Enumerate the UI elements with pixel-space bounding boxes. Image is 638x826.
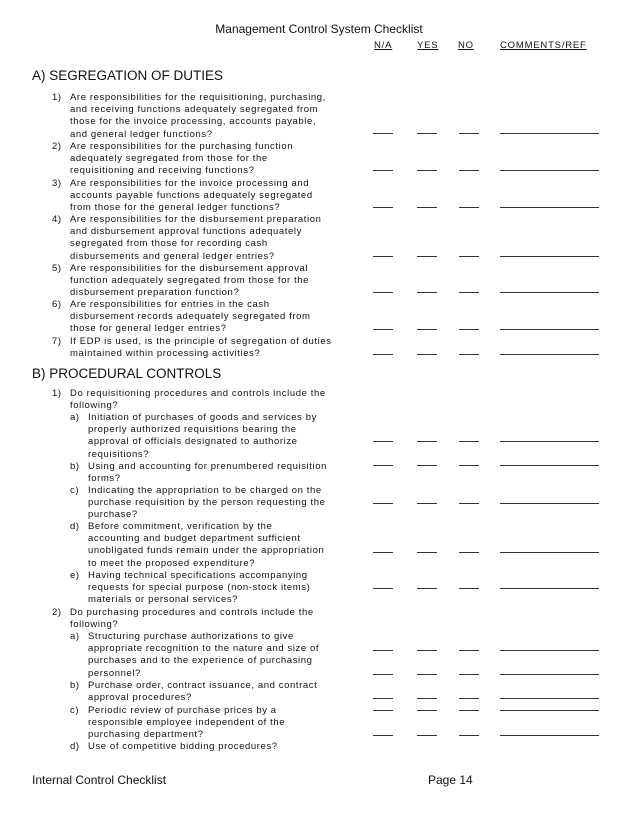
item-line: Do purchasing procedures and controls include the	[70, 607, 314, 618]
item-line: purchase requisition by the person requesting the	[88, 497, 326, 509]
item-line: those for general ledger entries?	[70, 323, 227, 335]
yes-blank[interactable]	[417, 735, 437, 736]
item-line: to meet the proposed expenditure?	[88, 557, 256, 569]
item-text	[70, 141, 293, 178]
no-blank[interactable]	[459, 465, 479, 466]
item-number: 6)	[52, 299, 62, 310]
no-blank[interactable]	[459, 170, 479, 171]
yes-blank[interactable]	[417, 292, 437, 293]
comments-blank[interactable]	[500, 441, 599, 442]
item-line: function adequately segregated from those for the	[70, 275, 310, 287]
item-number: 1)	[52, 92, 62, 103]
answer-blanks-row[interactable]	[0, 735, 638, 737]
no-blank[interactable]	[459, 256, 479, 257]
item-line: disbursement records adequately segregated from	[70, 311, 311, 323]
subitem-text	[88, 741, 278, 753]
item-text	[70, 336, 332, 360]
item-number: 1)	[52, 388, 62, 399]
item-line: forms?	[88, 473, 121, 485]
item-line: from those for the general ledger functions?	[70, 202, 281, 214]
item-line: responsible employee independent of the	[88, 717, 286, 729]
item-number: 2)	[52, 141, 62, 152]
no-blank[interactable]	[459, 133, 479, 134]
answer-blanks-row[interactable]	[0, 698, 638, 700]
item-line: Having technical specifications accompanying	[88, 570, 308, 581]
subitem-text	[88, 412, 317, 461]
yes-blank[interactable]	[417, 441, 437, 442]
page-title: Management Control System Checklist	[215, 22, 423, 36]
item-line: Use of competitive bidding procedures?	[88, 741, 278, 752]
answer-blanks-row[interactable]	[0, 292, 638, 294]
subitem-text	[88, 680, 317, 704]
item-text	[70, 178, 313, 215]
item-line: properly authorized requisitions bearing the	[88, 424, 297, 436]
yes-blank[interactable]	[417, 329, 437, 330]
yes-blank[interactable]	[417, 552, 437, 553]
item-line: adequately segregated from those for the	[70, 153, 268, 165]
subitem-letter: b)	[70, 680, 80, 691]
na-blank[interactable]	[373, 256, 393, 257]
na-blank[interactable]	[373, 735, 393, 736]
na-blank[interactable]	[373, 674, 393, 675]
answer-blanks-row[interactable]	[0, 650, 638, 652]
item-line: approval procedures?	[88, 692, 192, 704]
no-blank[interactable]	[459, 588, 479, 589]
no-blank[interactable]	[459, 329, 479, 330]
item-line: unobligated funds remain under the appropriation	[88, 545, 325, 557]
answer-blanks-row[interactable]	[0, 256, 638, 258]
comments-blank[interactable]	[500, 292, 599, 293]
subitem-letter: e)	[70, 570, 80, 581]
item-line: Are responsibilities for the disbursement approval	[70, 263, 309, 274]
item-number: 2)	[52, 607, 62, 618]
item-number: 7)	[52, 336, 62, 347]
no-blank[interactable]	[459, 552, 479, 553]
comments-blank[interactable]	[500, 710, 599, 711]
item-line: Indicating the appropriation to be charged on the	[88, 485, 322, 496]
item-line: following?	[70, 400, 119, 412]
page-number: Page 14	[428, 773, 473, 787]
item-line: requisitions?	[88, 448, 150, 460]
item-line: accounting and budget department sufficient	[88, 533, 301, 545]
na-blank[interactable]	[373, 710, 393, 711]
na-blank[interactable]	[373, 698, 393, 699]
item-line: personnel?	[88, 667, 142, 679]
item-line: Before commitment, verification by the	[88, 521, 273, 532]
comments-blank[interactable]	[500, 170, 599, 171]
comments-blank[interactable]	[500, 698, 599, 699]
yes-blank[interactable]	[417, 207, 437, 208]
comments-blank[interactable]	[500, 650, 599, 651]
yes-blank[interactable]	[417, 588, 437, 589]
yes-blank[interactable]	[417, 133, 437, 134]
item-line: Are responsibilities for the invoice processing and	[70, 178, 310, 189]
answer-blanks-row[interactable]	[0, 170, 638, 172]
yes-blank[interactable]	[417, 503, 437, 504]
comments-blank[interactable]	[500, 465, 599, 466]
item-line: materials or personal services?	[88, 594, 239, 606]
comments-blank[interactable]	[500, 674, 599, 675]
yes-blank[interactable]	[417, 170, 437, 171]
item-line: approval of officials designated to authorize	[88, 436, 298, 448]
comments-blank[interactable]	[500, 207, 599, 208]
answer-blanks-row[interactable]	[0, 354, 638, 356]
comments-blank[interactable]	[500, 133, 599, 134]
item-line: Do requisitioning procedures and controls include the	[70, 388, 326, 399]
na-blank[interactable]	[373, 329, 393, 330]
yes-blank[interactable]	[417, 465, 437, 466]
item-line: accounts payable functions adequately segregated	[70, 190, 313, 202]
item-line: purchase?	[88, 509, 138, 521]
comments-blank[interactable]	[500, 329, 599, 330]
no-blank[interactable]	[459, 354, 479, 355]
comments-blank[interactable]	[500, 735, 599, 736]
item-text	[70, 607, 314, 631]
item-line: Are responsibilities for the disbursement preparation	[70, 214, 322, 225]
item-line: Are responsibilities for entries in the cash	[70, 299, 270, 310]
answer-blanks-row[interactable]	[0, 710, 638, 712]
subitem-text	[88, 521, 324, 570]
answer-blanks-row[interactable]	[0, 503, 638, 505]
no-blank[interactable]	[459, 698, 479, 699]
footer-left: Internal Control Checklist	[32, 773, 167, 787]
column-header-na: N/A	[374, 40, 393, 51]
answer-blanks-row[interactable]	[0, 588, 638, 590]
subitem-letter: c)	[70, 485, 80, 496]
yes-blank[interactable]	[417, 698, 437, 699]
comments-blank[interactable]	[500, 503, 599, 504]
item-line: Purchase order, contract issuance, and contract	[88, 680, 318, 691]
item-line: purchasing department?	[88, 729, 204, 741]
section-title: B) PROCEDURAL CONTROLS	[32, 366, 222, 381]
na-blank[interactable]	[373, 207, 393, 208]
item-line: Using and accounting for prenumbered requisition	[88, 461, 327, 472]
answer-blanks-row[interactable]	[0, 552, 638, 554]
no-blank[interactable]	[459, 503, 479, 504]
column-header-yes: YES	[417, 40, 439, 51]
no-blank[interactable]	[459, 207, 479, 208]
answer-blanks-row[interactable]	[0, 465, 638, 467]
na-blank[interactable]	[373, 133, 393, 134]
answer-blanks-row[interactable]	[0, 133, 638, 135]
item-line: requisitioning and receiving functions?	[70, 165, 255, 177]
item-line: Periodic review of purchase prices by a	[88, 705, 277, 716]
item-line: following?	[70, 619, 119, 631]
na-blank[interactable]	[373, 170, 393, 171]
item-line: those for the invoice processing, accounts payable,	[70, 116, 317, 128]
no-blank[interactable]	[459, 710, 479, 711]
na-blank[interactable]	[373, 441, 393, 442]
comments-blank[interactable]	[500, 354, 599, 355]
subitem-text	[88, 631, 319, 680]
na-blank[interactable]	[373, 588, 393, 589]
na-blank[interactable]	[373, 552, 393, 553]
na-blank[interactable]	[373, 292, 393, 293]
no-blank[interactable]	[459, 674, 479, 675]
item-line: and disbursement approval functions adequately	[70, 226, 302, 238]
item-line: Structuring purchase authorizations to give	[88, 631, 294, 642]
no-blank[interactable]	[459, 735, 479, 736]
item-line: segregated from those for recording cash	[70, 238, 268, 250]
subitem-letter: d)	[70, 521, 80, 532]
na-blank[interactable]	[373, 503, 393, 504]
no-blank[interactable]	[459, 292, 479, 293]
item-line: purchases and to the experience of purchasing	[88, 655, 313, 667]
subitem-letter: d)	[70, 741, 80, 752]
yes-blank[interactable]	[417, 354, 437, 355]
item-text	[70, 263, 309, 300]
item-line: and receiving functions adequately segregated from	[70, 104, 319, 116]
subitem-letter: b)	[70, 461, 80, 472]
item-line: requests for special purpose (non-stock items)	[88, 582, 311, 594]
item-line: If EDP is used, is the principle of segregation of duties	[70, 336, 332, 347]
no-blank[interactable]	[459, 650, 479, 651]
answer-blanks-row[interactable]	[0, 441, 638, 443]
comments-blank[interactable]	[500, 256, 599, 257]
item-line: disbursement preparation function?	[70, 287, 240, 299]
item-number: 3)	[52, 178, 62, 189]
column-header-no: NO	[458, 40, 474, 51]
subitem-letter: a)	[70, 631, 80, 642]
na-blank[interactable]	[373, 650, 393, 651]
yes-blank[interactable]	[417, 650, 437, 651]
yes-blank[interactable]	[417, 710, 437, 711]
comments-blank[interactable]	[500, 588, 599, 589]
answer-blanks-row[interactable]	[0, 207, 638, 209]
item-line: disbursements and general ledger entries?	[70, 250, 275, 262]
item-number: 4)	[52, 214, 62, 225]
no-blank[interactable]	[459, 441, 479, 442]
answer-blanks-row[interactable]	[0, 674, 638, 676]
item-text	[70, 388, 326, 412]
yes-blank[interactable]	[417, 674, 437, 675]
comments-blank[interactable]	[500, 552, 599, 553]
subitem-letter: c)	[70, 705, 80, 716]
item-line: appropriate recognition to the nature and size of	[88, 643, 320, 655]
na-blank[interactable]	[373, 354, 393, 355]
column-header-comments: COMMENTS/REF	[500, 40, 587, 51]
na-blank[interactable]	[373, 465, 393, 466]
answer-blanks-row[interactable]	[0, 329, 638, 331]
section-title: A) SEGREGATION OF DUTIES	[32, 68, 224, 83]
subitem-letter: a)	[70, 412, 80, 423]
item-number: 5)	[52, 263, 62, 274]
item-line: Are responsibilities for the requisitioning, purchasing,	[70, 92, 326, 103]
item-line: Initiation of purchases of goods and services by	[88, 412, 317, 423]
yes-blank[interactable]	[417, 256, 437, 257]
item-line: and general ledger functions?	[70, 128, 213, 140]
item-line: maintained within processing activities?	[70, 348, 261, 360]
item-line: Are responsibilities for the purchasing function	[70, 141, 294, 152]
